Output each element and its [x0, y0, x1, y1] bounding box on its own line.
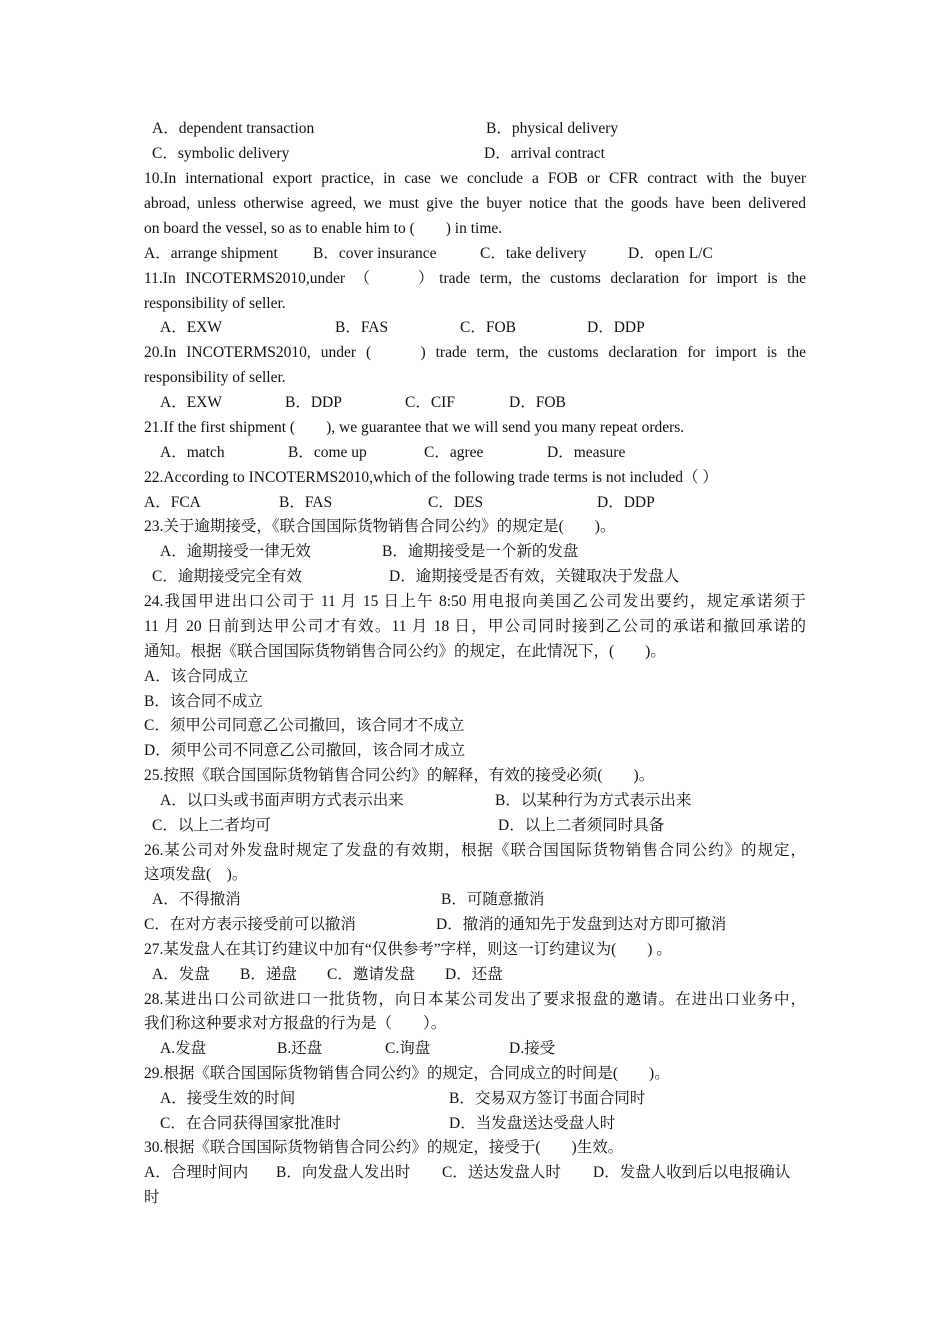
q26-option-c: C．在对方表示接受前可以撤消 [144, 916, 356, 933]
q25-option-b: B．以某种行为方式表示出来 [495, 792, 692, 809]
question-text: responsibility of seller. [144, 295, 286, 312]
question-20 [0, 340, 950, 365]
q30-options [0, 1160, 950, 1185]
q21-option-c: C．agree [424, 444, 484, 461]
question-21 [0, 415, 950, 440]
question-10 [0, 166, 950, 191]
question-11 [0, 266, 950, 291]
q24-option-d: D．须甲公司不同意乙公司撤回，该合同才成立 [144, 742, 466, 759]
q26-option-a: A．不得撤消 [152, 891, 241, 908]
q24-option-c: C．须甲公司同意乙公司撤回，该合同才不成立 [144, 717, 465, 734]
question-24-line-3 [0, 639, 950, 664]
q22-option-b: B．FAS [279, 494, 333, 511]
question-30 [0, 1135, 950, 1160]
q28-option-a: A.发盘 [160, 1040, 207, 1057]
q9-option-d: D．arrival contract [484, 145, 605, 162]
q23-options-row-2 [0, 564, 950, 589]
q25-option-a: A．以口头或书面声明方式表示出来 [160, 792, 404, 809]
q20-option-b: B．DDP [285, 394, 342, 411]
q23-option-b: B．逾期接受是一个新的发盘 [382, 543, 579, 560]
question-text: 26.某公司对外发盘时规定了发盘的有效期，根据《联合国国际货物销售合同公约》的规定， [144, 842, 806, 859]
q24-option-d-row [0, 738, 950, 763]
q29-options-row-1 [0, 1086, 950, 1111]
q28-option-c: C.询盘 [385, 1040, 431, 1057]
question-text: 24.我国甲进出口公司于 11 月 15 日上午 8:50 用电报向美国乙公司发出要约，规定承诺须于 [144, 593, 806, 610]
question-text: 21.If the first shipment ( ), we guarantee that we will send you many repeat orders. [144, 419, 685, 436]
q22-option-c: C．DES [428, 494, 484, 511]
q27-option-d: D．还盘 [445, 966, 503, 983]
q27-option-a: A．发盘 [152, 966, 210, 983]
question-text: on board the vessel, so as to enable him to ( ) in time. [144, 220, 503, 237]
question-text: 10.In international export practice, in case we conclude a FOB or CFR contract with the buyer [144, 170, 806, 187]
q26-options-row-2 [0, 912, 950, 937]
q11-option-c: C．FOB [460, 319, 516, 336]
q9-option-b: B．physical delivery [486, 120, 619, 137]
question-text: 20.In INCOTERMS2010, under ( ) trade term, the customs declaration for import is the [144, 344, 806, 361]
question-text: 11.In INCOTERMS2010,under （ ）trade term, the customs declaration for import is the [144, 270, 806, 287]
q26-option-d: D．撤消的通知先于发盘到达对方即可撤消 [436, 916, 727, 933]
q24-option-a: A．该合同成立 [144, 668, 249, 685]
q27-options [0, 962, 950, 987]
q21-option-d: D．measure [547, 444, 626, 461]
q10-option-a: A．arrange shipment [144, 245, 278, 262]
question-text: 我们称这种要求对方报盘的行为是（ ）。 [144, 1015, 447, 1032]
question-10-line-2 [0, 191, 950, 216]
q25-option-c: C．以上二者均可 [152, 817, 271, 834]
question-text: responsibility of seller. [144, 369, 286, 386]
q28-option-d: D.接受 [509, 1040, 556, 1057]
q24-option-b-row [0, 689, 950, 714]
q20-option-d: D．FOB [509, 394, 566, 411]
question-text: 29.根据《联合国国际货物销售合同公约》的规定，合同成立的时间是( )。 [144, 1065, 670, 1082]
question-24 [0, 589, 950, 614]
q11-option-d: D．DDP [587, 319, 645, 336]
q11-options [0, 315, 950, 340]
q22-options [0, 490, 950, 515]
q20-option-c: C．CIF [405, 394, 455, 411]
q28-options [0, 1036, 950, 1061]
q9-option-c: C．symbolic delivery [152, 145, 290, 162]
question-text: 30.根据《联合国国际货物销售合同公约》的规定，接受于( )生效。 [144, 1139, 624, 1156]
question-25 [0, 763, 950, 788]
question-text: 时 [144, 1189, 160, 1206]
question-20-line-2 [0, 365, 950, 390]
question-text: abroad, unless otherwise agreed, we must give the buyer notice that the goods have been delivered [144, 195, 806, 212]
q30-option-d-continuation [0, 1185, 950, 1210]
question-26 [0, 838, 950, 863]
question-28-line-2 [0, 1011, 950, 1036]
question-29 [0, 1061, 950, 1086]
q26-option-b: B．可随意撤消 [441, 891, 545, 908]
q25-options-row-1 [0, 788, 950, 813]
q29-option-a: A．接受生效的时间 [160, 1090, 296, 1107]
question-text: 通知。根据《联合国国际货物销售合同公约》的规定，在此情况下，( )。 [144, 643, 666, 660]
q22-option-a: A．FCA [144, 494, 201, 511]
q28-option-b: B.还盘 [277, 1040, 323, 1057]
q23-options-row-1 [0, 539, 950, 564]
q23-option-a: A．逾期接受一律无效 [160, 543, 311, 560]
q30-option-a: A．合理时间内 [144, 1164, 249, 1181]
q10-options [0, 241, 950, 266]
question-text: 11 月 20 日前到达甲公司才有效。11 月 18 日，甲公司同时接到乙公司的承诺和撤回承诺的 [144, 618, 806, 635]
question-27 [0, 937, 950, 962]
q29-option-d: D．当发盘送达受盘人时 [449, 1115, 616, 1132]
question-24-line-2 [0, 614, 950, 639]
q9-options-row-2 [0, 141, 950, 166]
question-10-line-3 [0, 216, 950, 241]
q9-options-row-1 [0, 116, 950, 141]
q29-options-row-2 [0, 1111, 950, 1136]
q24-option-b: B．该合同不成立 [144, 693, 263, 710]
q29-option-c: C．在合同获得国家批准时 [160, 1115, 341, 1132]
q20-option-a: A．EXW [160, 394, 222, 411]
q24-option-a-row [0, 664, 950, 689]
q30-option-d: D．发盘人收到后以电报确认 [593, 1164, 791, 1181]
q23-option-d: D．逾期接受是否有效，关键取决于发盘人 [389, 568, 680, 585]
q27-option-b: B．递盘 [240, 966, 297, 983]
q30-option-c: C．送达发盘人时 [442, 1164, 561, 1181]
question-text: 25.按照《联合国国际货物销售合同公约》的解释，有效的接受必须( )。 [144, 767, 655, 784]
q9-option-a: A．dependent transaction [152, 120, 315, 137]
question-22 [0, 465, 950, 490]
q25-option-d: D．以上二者须同时具备 [498, 817, 665, 834]
q21-options [0, 440, 950, 465]
q30-option-b: B．向发盘人发出时 [276, 1164, 411, 1181]
q20-options [0, 390, 950, 415]
question-text: 22.According to INCOTERMS2010,which of the following trade terms is not included（ ） [144, 469, 718, 486]
q10-option-c: C．take delivery [480, 245, 587, 262]
question-23 [0, 514, 950, 539]
question-11-line-2 [0, 291, 950, 316]
q10-option-d: D．open L/C [628, 245, 713, 262]
question-26-line-2 [0, 862, 950, 887]
q22-option-d: D．DDP [597, 494, 655, 511]
q25-options-row-2 [0, 813, 950, 838]
q10-option-b: B．cover insurance [313, 245, 437, 262]
q11-option-a: A．EXW [160, 319, 222, 336]
q27-option-c: C．邀请发盘 [327, 966, 415, 983]
question-text: 28.某进出口公司欲进口一批货物，向日本某公司发出了要求报盘的邀请。在进出口业务中， [144, 991, 806, 1008]
question-text: 这项发盘( )。 [144, 866, 248, 883]
q21-option-b: B．come up [288, 444, 367, 461]
q26-options-row-1 [0, 887, 950, 912]
q21-option-a: A．match [160, 444, 225, 461]
question-28 [0, 987, 950, 1012]
q24-option-c-row [0, 713, 950, 738]
q29-option-b: B．交易双方签订书面合同时 [449, 1090, 646, 1107]
q11-option-b: B．FAS [335, 319, 389, 336]
q23-option-c: C．逾期接受完全有效 [152, 568, 302, 585]
question-text: 27.某发盘人在其订约建议中加有“仅供参考”字样，则这一订约建议为( ) 。 [144, 941, 672, 958]
question-text: 23.关于逾期接受，《联合国国际货物销售合同公约》的规定是( )。 [144, 518, 616, 535]
